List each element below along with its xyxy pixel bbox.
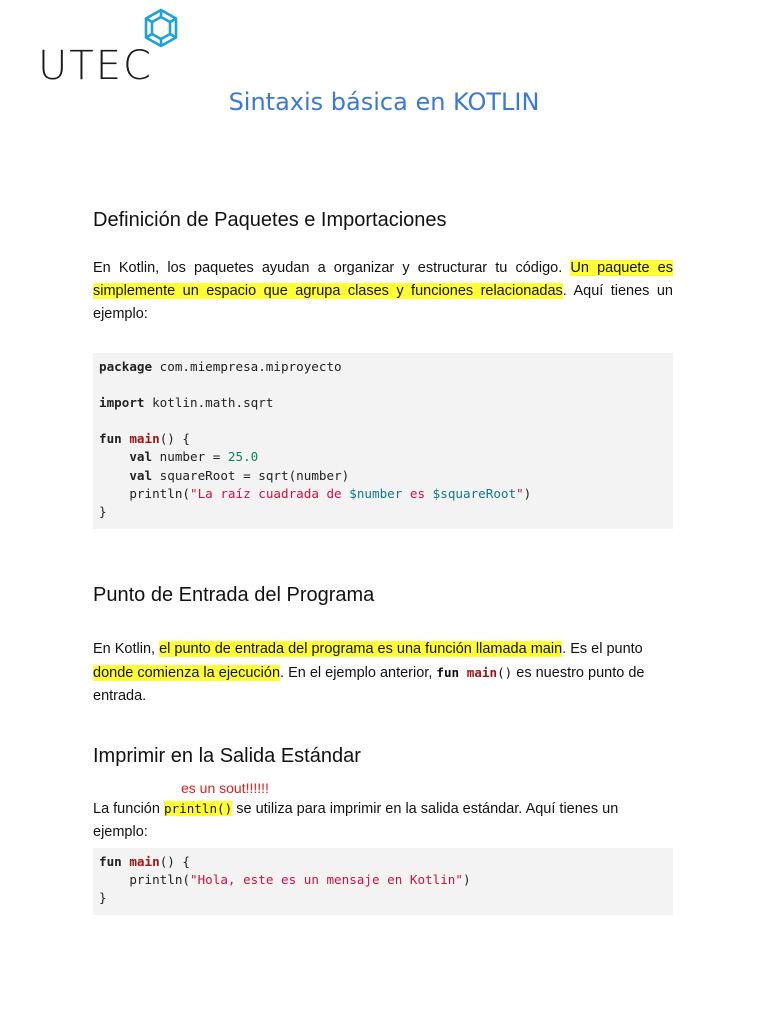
- inline-code-println: println(): [163, 801, 233, 816]
- text-run: En Kotlin,: [93, 641, 160, 657]
- code-text: kotlin.math.sqrt: [144, 395, 274, 411]
- code-indent: [99, 468, 129, 483]
- code-block-println-example: [93, 848, 673, 915]
- code-function-name: main: [129, 431, 160, 447]
- code-text: ): [462, 872, 471, 888]
- code-string: es: [402, 485, 433, 501]
- code-keyword: fun: [99, 431, 122, 447]
- text-run: es nuestro punto de entrada.: [93, 665, 645, 704]
- code-text: println(: [99, 872, 190, 888]
- code-text: squareRoot = sqrt(number): [152, 467, 350, 483]
- code-keyword: import: [99, 395, 145, 411]
- highlighted-text: el punto de entrada del programa es una función llamada main: [159, 641, 563, 657]
- text-run: En Kotlin, los paquetes ayudan a organizar y estructurar tu código.: [93, 260, 571, 276]
- code-text: (): [497, 665, 513, 680]
- section-heading-entry-point: Punto de Entrada del Programa: [93, 584, 375, 606]
- code-text: number =: [152, 449, 228, 465]
- code-template-var: $number: [349, 485, 403, 501]
- code-keyword: fun: [99, 854, 122, 869]
- text-run: se utiliza para imprimir en la salida estándar. Aquí tienes un ejemplo:: [93, 801, 619, 840]
- section-heading-packages: Definición de Paquetes e Importaciones: [93, 209, 447, 231]
- code-text: println(: [99, 485, 190, 501]
- code-indent: [99, 449, 129, 464]
- code-text: () {: [159, 431, 191, 447]
- section-heading-stdout: Imprimir en la Salida Estándar: [93, 745, 361, 767]
- section-stdout-paragraph: [93, 797, 673, 844]
- section-entry-point-paragraph: [93, 638, 673, 708]
- page-title: Sintaxis básica en KOTLIN: [228, 88, 540, 116]
- code-text: com.miempresa.miproyecto: [152, 359, 342, 374]
- text-run: . Es el punto: [562, 641, 643, 657]
- highlighted-text: Un paquete es simplemente un espacio que agrupa clases y funciones relacionadas: [93, 260, 673, 299]
- code-keyword: package: [99, 359, 153, 374]
- code-keyword: fun: [436, 665, 460, 680]
- code-string: "La raíz cuadrada de: [190, 485, 350, 501]
- code-string: "Hola, este es un mensaje en Kotlin": [190, 872, 463, 888]
- code-text: }: [99, 503, 107, 519]
- code-text: }: [99, 890, 107, 906]
- code-template-var: $squareRoot: [432, 485, 517, 501]
- utec-hexagon-icon: [142, 8, 180, 48]
- text-run: . En el ejemplo anterior,: [280, 665, 437, 681]
- highlighted-text: donde comienza la ejecución: [93, 665, 281, 681]
- code-text: () {: [159, 854, 191, 869]
- code-function-name: main: [466, 665, 498, 680]
- text-run: . Aquí tienes un ejemplo:: [93, 283, 673, 322]
- code-function-name: main: [129, 854, 160, 869]
- code-block-package-example: [93, 353, 673, 529]
- code-number: 25.0: [227, 449, 259, 465]
- code-text: ): [523, 485, 532, 501]
- section-packages-paragraph: [93, 257, 673, 326]
- code-keyword: val: [129, 467, 153, 483]
- comment-note: es un sout!!!!!!: [181, 780, 269, 796]
- utec-logo-text: UTEC: [38, 43, 153, 89]
- inline-code-fun-main: [436, 665, 512, 680]
- code-keyword: val: [129, 449, 153, 465]
- text-run: La función: [93, 801, 164, 817]
- code-string: ": [516, 485, 524, 501]
- utec-logo: [38, 8, 188, 89]
